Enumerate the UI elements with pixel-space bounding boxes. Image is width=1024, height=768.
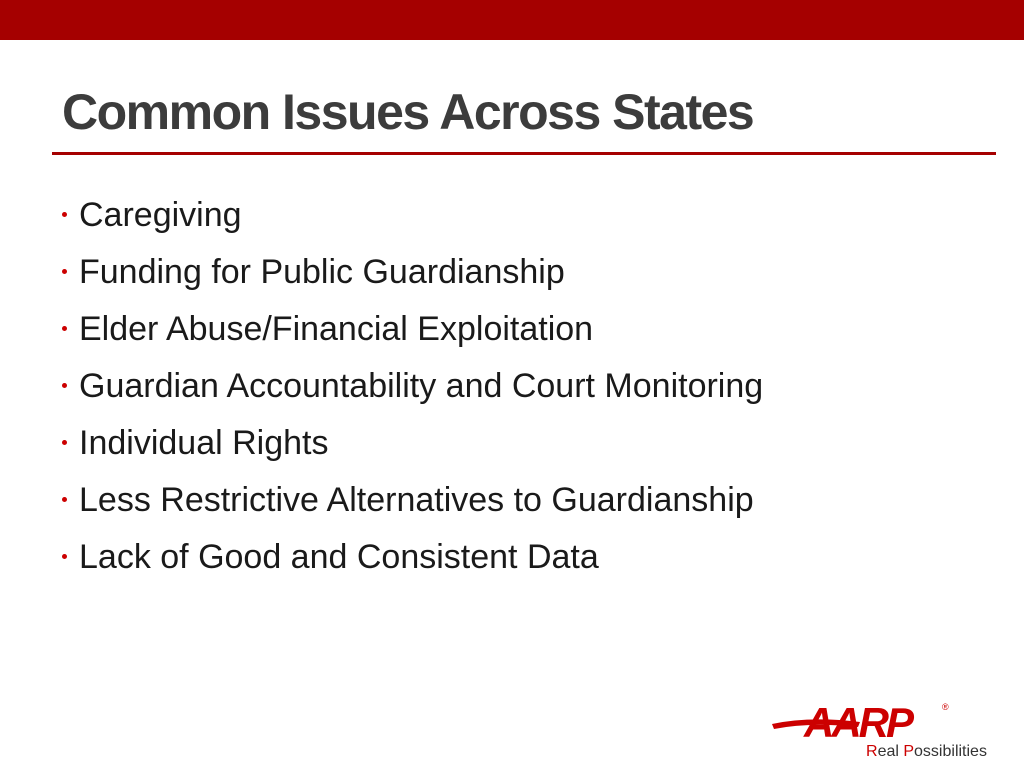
tagline [866,743,987,761]
bullet-text: Funding for Public Guardianship [79,252,565,291]
tagline-p: P [903,743,915,760]
bullet-item [60,528,763,585]
logo-wordmark-text: AARP [804,700,912,742]
aarp-wordmark-icon [770,700,950,742]
bullet-dot-icon [62,212,67,217]
bullet-item [60,243,763,300]
bullet-item [60,186,763,243]
bullet-dot-icon [62,326,67,331]
bullet-text: Guardian Accountability and Court Monitoring [79,366,764,405]
bullet-item [60,471,763,528]
bullet-item [60,357,763,414]
bullet-dot-icon [62,440,67,445]
bullet-item [60,300,763,357]
bullet-list [60,186,763,585]
tagline-rest: ossibilities [914,743,987,760]
aarp-logo [770,700,1000,764]
bullet-dot-icon [62,497,67,502]
tagline-r: R [866,743,878,760]
bullet-item [60,414,763,471]
bullet-text: Individual Rights [79,423,329,462]
slide-title: Common Issues Across States [62,84,754,140]
registered-mark: ® [942,702,949,712]
title-underline [52,152,996,155]
bullet-text: Less Restrictive Alternatives to Guardianship [79,480,754,519]
bullet-text: Caregiving [79,195,242,234]
bullet-text: Lack of Good and Consistent Data [79,537,599,576]
bullet-dot-icon [62,383,67,388]
bullet-dot-icon [62,554,67,559]
tagline-eal: eal [877,743,904,760]
top-banner-bar [0,0,1024,40]
bullet-dot-icon [62,269,67,274]
bullet-text: Elder Abuse/Financial Exploitation [79,309,594,348]
